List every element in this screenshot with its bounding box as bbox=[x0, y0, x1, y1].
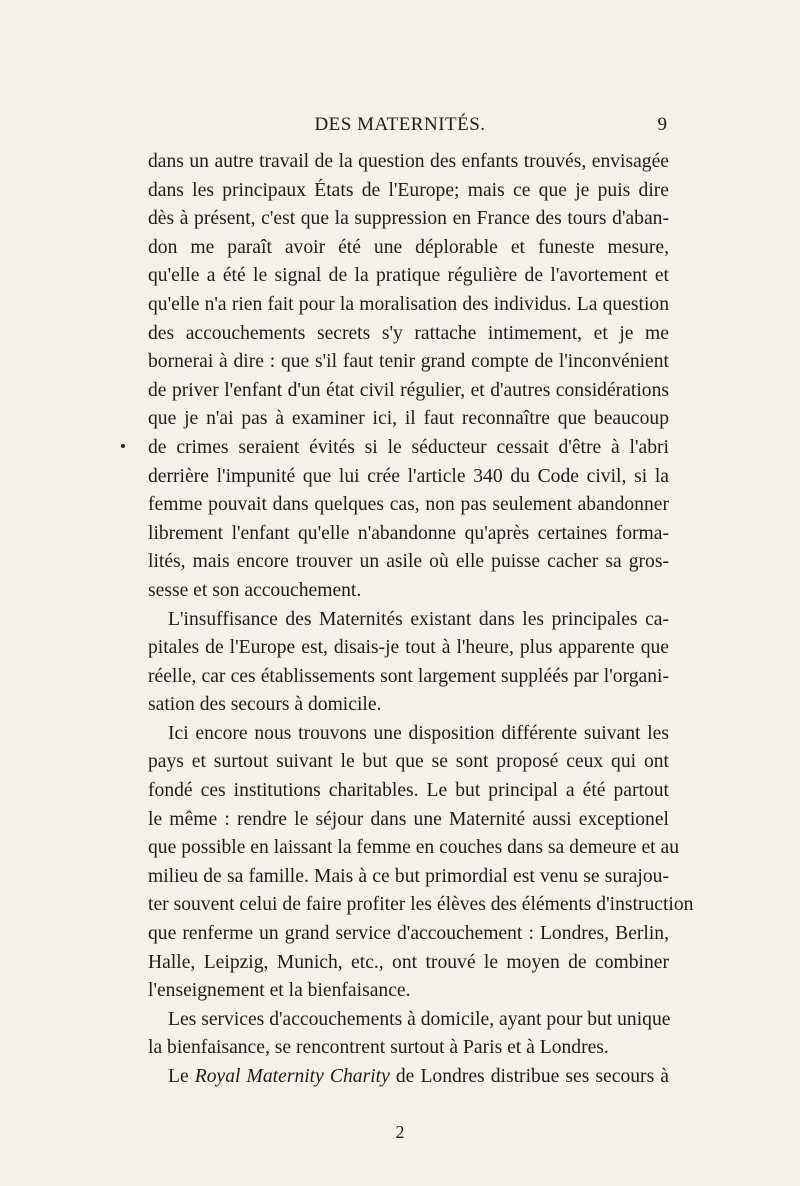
text-line-final bbox=[148, 1063, 669, 1092]
text-line: des accouchements secrets s'y rattache intimement, et je me bbox=[148, 322, 669, 344]
text-line: sation des secours à domicile. bbox=[148, 694, 382, 716]
final-line-italic: Royal Maternity Charity bbox=[194, 1066, 390, 1087]
final-line-after: de Londres distribue ses secours à bbox=[389, 1066, 669, 1087]
page-number: 9 bbox=[657, 114, 667, 135]
text-line: la bienfaisance, se rencontrent surtout à Paris et à Londres. bbox=[148, 1037, 609, 1059]
text-line: que je n'ai pas à examiner ici, il faut reconnaître que beaucoup bbox=[148, 408, 669, 430]
text-line: dans un autre travail de la question des enfants trouvés, envisagée bbox=[148, 151, 669, 172]
text-line: Halle, Leipzig, Munich, etc., ont trouvé le moyen de combiner bbox=[148, 951, 669, 973]
text-line: don me paraît avoir été une déplorable et funeste mesure, bbox=[148, 236, 669, 258]
text-line: qu'elle a été le signal de la pratique régulière de l'avortement et bbox=[148, 265, 669, 287]
body-text bbox=[148, 148, 694, 1092]
text-line: Ici encore nous trouvons une disposition différente suivant les bbox=[168, 722, 669, 744]
text-line: que possible en laissant la femme en couches dans sa demeure et au bbox=[148, 837, 680, 859]
final-line-before: Le bbox=[168, 1066, 195, 1087]
text-line: sesse et son accouchement. bbox=[148, 579, 362, 601]
text-line: fondé ces institutions charitables. Le but principal a été partout bbox=[148, 780, 669, 802]
text-line: derrière l'impunité que lui crée l'article 340 du Code civil, si la bbox=[148, 465, 669, 487]
margin-mark bbox=[121, 444, 125, 448]
text-line: le même : rendre le séjour dans une Maternité aussi exceptionel bbox=[148, 808, 669, 830]
text-line: L'insuffisance des Maternités existant dans les principales ca- bbox=[168, 608, 669, 630]
running-title: DES MATERNITÉS. bbox=[314, 114, 486, 135]
running-head bbox=[0, 114, 800, 140]
signature-mark: 2 bbox=[395, 1122, 405, 1142]
text-line: de priver l'enfant d'un état civil régulier, et d'autres considérations bbox=[148, 379, 669, 401]
text-line: lités, mais encore trouver un asile où elle puisse cacher sa gros- bbox=[148, 551, 669, 573]
text-line: milieu de sa famille. Mais à ce but primordial est venu se surajou- bbox=[148, 865, 669, 887]
text-line: pitales de l'Europe est, disais-je tout à l'heure, plus apparente que bbox=[148, 637, 669, 659]
text-line: ter souvent celui de faire profiter les élèves des éléments d'instruction bbox=[148, 894, 694, 916]
text-line: qu'elle n'a rien fait pour la moralisation des individus. La question bbox=[148, 293, 669, 315]
text-line: de crimes seraient évités si le séducteur cessait d'être à l'abri bbox=[148, 436, 669, 458]
text-line: dans les principaux États de l'Europe; mais ce que je puis dire bbox=[148, 179, 669, 201]
text-line: pays et surtout suivant le but que se sont proposé ceux qui ont bbox=[148, 751, 669, 773]
text-line: librement l'enfant qu'elle n'abandonne qu'après certaines forma- bbox=[148, 522, 669, 544]
text-line: l'enseignement et la bienfaisance. bbox=[148, 980, 411, 1002]
text-line: réelle, car ces établissements sont largement suppléés par l'organi- bbox=[148, 665, 669, 687]
text-line: que renferme un grand service d'accouchement : Londres, Berlin, bbox=[148, 923, 669, 945]
text-line: dès à présent, c'est que la suppression en France des tours d'aban- bbox=[148, 208, 669, 230]
text-line: bornerai à dire : que s'il faut tenir grand compte de l'inconvénient bbox=[148, 351, 669, 373]
text-line: Les services d'accouchements à domicile, ayant pour but unique bbox=[168, 1008, 671, 1030]
text-line: femme pouvait dans quelques cas, non pas seulement abandonner bbox=[148, 494, 669, 516]
